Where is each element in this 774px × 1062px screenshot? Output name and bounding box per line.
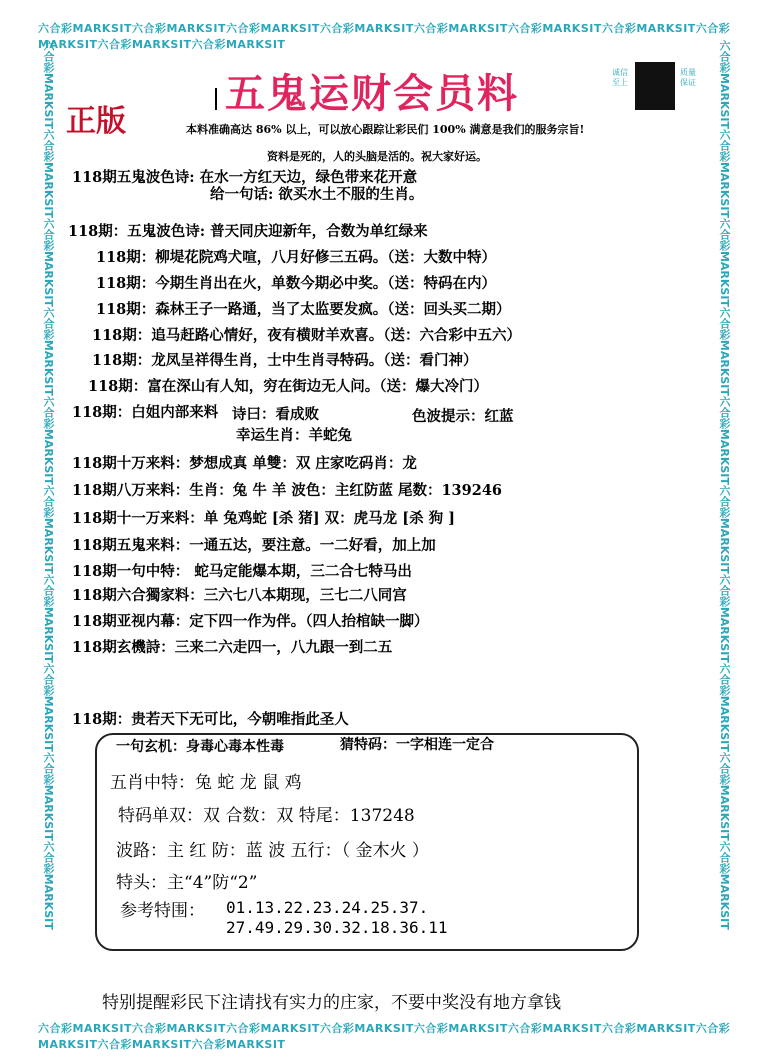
box-ref-label: 参考特围： — [120, 901, 205, 921]
line-mystic-poem: 118期玄機詩：三来二六走四一，八九跟一到二五 — [72, 639, 393, 656]
right-border-watermark: 六合彩MARKSIT六合彩MARKSIT六合彩MARKSIT六合彩MARKSIT六合彩MARKSIT六合彩MARKSIT六合彩MARKSIT六合彩MARKSIT六合彩MARKSIT六合彩MARKSIT — [718, 40, 731, 930]
header-note-1: 本料准确高达 86% 以上，可以放心跟踪让彩民们 100% 满意是我们的服务宗旨! — [186, 123, 585, 136]
line-wugui-data: 118期五鬼来料：一通五达，要注意。一二好看，加上加 — [72, 537, 436, 554]
top-border-watermark: 六合彩MARKSIT六合彩MARKSIT六合彩MARKSIT六合彩MARKSIT六合彩MARKSIT六合彩MARKSIT六合彩MARKSIT六合彩MARKSIT六合彩MARKSIT六合彩MARKSIT — [38, 22, 731, 51]
line-lucky-zodiac: 幸运生肖：羊蛇兔 — [236, 427, 352, 444]
line-period-1: 118期：柳堤花院鸡犬喧，八月好修三五码。（送：大数中特） — [96, 249, 497, 266]
line-period-6: 118期：富在深山有人知，穷在街边无人问。（送：爆大冷门） — [88, 378, 489, 395]
line-wugui-poem: 118期五鬼波色诗: 在水一方红天边，绿色带来花开意 — [72, 169, 418, 186]
header-note-2: 资料是死的，人的头脑是活的。祝大家好运。 — [267, 150, 487, 163]
page-title: 五鬼运财会员料 — [225, 70, 519, 117]
box-head: 特头：主“4”防“2” — [116, 873, 258, 893]
stamp-block — [635, 62, 675, 110]
line-100k: 118期十万来料：梦想成真 单雙：双 庄家吃码肖：龙 — [72, 455, 417, 472]
line-baijie: 118期：白姐内部来料 — [72, 404, 219, 421]
line-atv-inside: 118期亚视内幕：定下四一作为伴。（四人抬棺缺一脚） — [72, 613, 429, 630]
stamp-right-text: 质量保证 — [680, 68, 696, 87]
qr-stamp — [612, 62, 700, 110]
box-ref-numbers-1: 01.13.22.23.24.25.37. — [226, 898, 429, 917]
bottom-border-watermark: 六合彩MARKSIT六合彩MARKSIT六合彩MARKSIT六合彩MARKSIT六合彩MARKSIT六合彩MARKSIT六合彩MARKSIT六合彩MARKSIT六合彩MARKSIT六合彩MARKSIT — [38, 1022, 731, 1051]
line-period-5: 118期：龙凤呈祥得生肖，士中生肖寻特码。（送：看门神） — [92, 352, 478, 369]
line-one-sentence: 118期一句中特： 蛇马定能爆本期，三二合七特马出 — [72, 563, 412, 580]
box-five-zodiac: 五肖中特：兔 蛇 龙 鼠 鸡 — [110, 773, 302, 793]
box-guess: 猜特码：一字相连一定合 — [340, 737, 494, 753]
box-riddle: 一句玄机：身毒心毒本性毒 — [116, 739, 284, 755]
line-exclusive: 118期六合獨家料：三六七八本期现，三七二八同宫 — [72, 587, 407, 604]
line-one-phrase: 给一句话: 欲买水土不服的生肖。 — [210, 186, 424, 203]
line-110k: 118期十一万来料：单 兔鸡蛇 [杀 猪] 双：虎马龙 [杀 狗 ] — [72, 510, 456, 527]
cursor-bar — [215, 88, 217, 110]
box-color-route: 波路：主 红 防：蓝 波 五行：（ 金木火 ） — [116, 841, 429, 861]
line-color-hint: 色波提示：红蓝 — [412, 408, 514, 425]
left-border-watermark: 六合彩MARKSIT六合彩MARKSIT六合彩MARKSIT六合彩MARKSIT六合彩MARKSIT六合彩MARKSIT六合彩MARKSIT六合彩MARKSIT六合彩MARKSIT六合彩MARKSIT — [42, 40, 55, 930]
line-wugui-color: 118期：五鬼波色诗: 普天同庆迎新年，合数为单红绿来 — [68, 223, 428, 240]
genuine-badge: 正版 — [66, 104, 126, 139]
line-period-2: 118期：今期生肖出在火，单数今期必中奖。（送：特码在内） — [96, 275, 497, 292]
line-80k: 118期八万来料：生肖：兔 牛 羊 波色：主红防蓝 尾数：139246 — [72, 482, 502, 499]
line-poem-says: 诗曰：看成败 — [232, 406, 319, 423]
line-period-4: 118期：追马赶路心情好，夜有横财羊欢喜。（送：六合彩中五六） — [92, 327, 522, 344]
stamp-left-text: 诚信至上 — [612, 68, 628, 87]
line-period-3: 118期：森林王子一路通，当了太监要发疯。（送：回头买二期） — [96, 301, 511, 318]
footer-reminder: 特别提醒彩民下注请找有实力的庄家，不要中奖没有地方拿钱 — [102, 993, 561, 1013]
box-odd-even: 特码单双：双 合数：双 特尾：137248 — [118, 806, 415, 826]
box-ref-numbers-2: 27.49.29.30.32.18.36.11 — [226, 918, 448, 937]
line-noble: 118期：贵若天下无可比，今朝唯指此圣人 — [72, 711, 349, 728]
